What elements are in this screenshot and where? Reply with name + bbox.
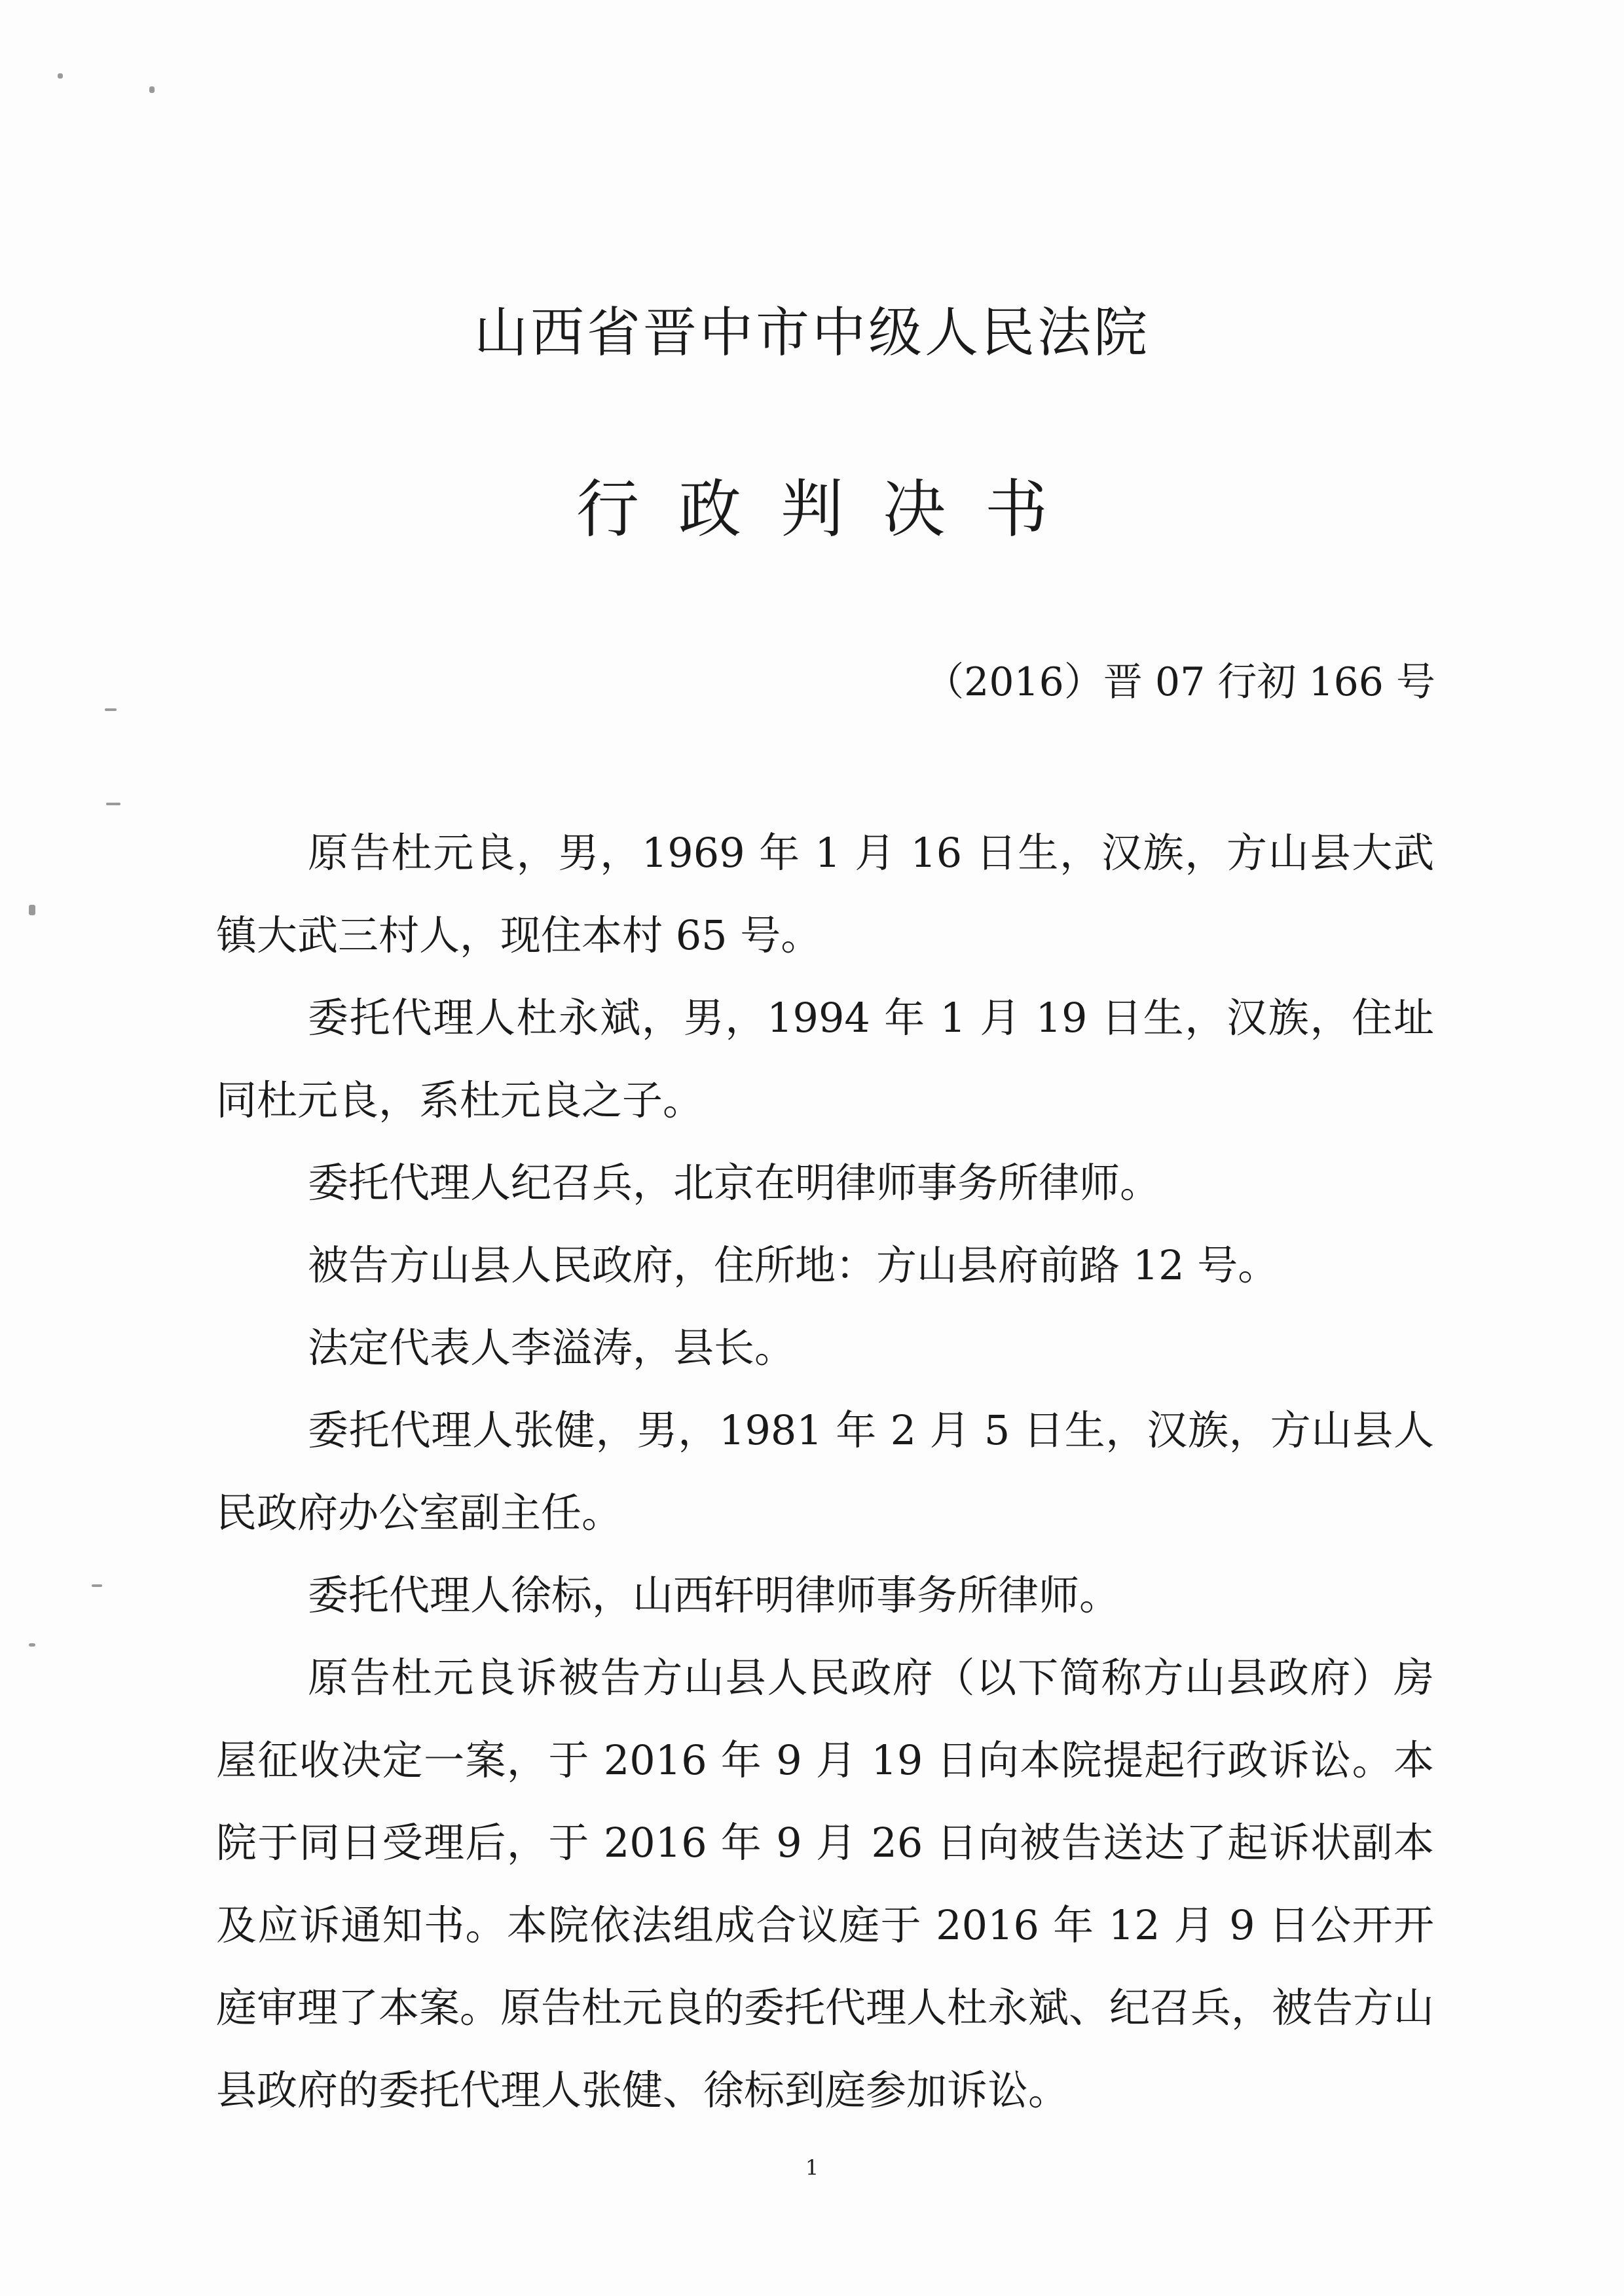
paragraph-defendant-agent-2: 委托代理人徐标，山西轩明律师事务所律师。 xyxy=(308,1571,1120,1619)
paragraph-legal-representative: 法定代表人李溢涛，县长。 xyxy=(308,1324,796,1372)
scan-speck xyxy=(105,708,117,711)
scan-speck xyxy=(29,905,35,915)
paragraph-defendant: 被告方山县人民政府，住所地：方山县府前路 12 号。 xyxy=(308,1241,1279,1289)
scan-speck xyxy=(92,1584,102,1587)
scan-speck xyxy=(29,1643,35,1647)
paragraph-plaintiff: 原告杜元良，男，1969 年 1 月 16 日生，汉族，方山县大武镇大武三村人，现住本村 65 号。 xyxy=(216,829,1434,959)
page-number: 1 xyxy=(805,2155,819,2180)
court-name: 山西省晋中市中级人民法院 xyxy=(473,302,1150,364)
paragraph-plaintiff-agent-1: 委托代理人杜永斌，男，1994 年 1 月 19 日生，汉族，住址同杜元良，系杜元良之子。 xyxy=(216,994,1434,1124)
document-body xyxy=(216,812,1434,2132)
paragraph-plaintiff-agent-2: 委托代理人纪召兵，北京在明律师事务所律师。 xyxy=(308,1159,1161,1207)
paragraph-case-procedure: 原告杜元良诉被告方山县人民政府（以下简称方山县政府）房屋征收决定一案，于 2016 年 9 月 19 日向本院提起行政诉讼。本院于同日受理后，于 2016 年 9 月 26 日向被告送达了起诉状副本及应诉通知书。本院依法组成合议庭于 2016 年 12 月 9 日公开开庭审理了本案。原告杜元良的委托代理人杜永斌、纪召兵，被告方山县政府的委托代理人张健、徐标到庭参加诉讼。 xyxy=(216,1654,1435,2114)
case-number: （2016）晋 07 行初 166 号 xyxy=(925,659,1435,705)
scan-speck xyxy=(106,803,120,805)
paragraph-defendant-agent-1: 委托代理人张健，男，1981 年 2 月 5 日生，汉族，方山县人民政府办公室副主任。 xyxy=(216,1406,1434,1537)
scan-speck xyxy=(149,86,155,93)
document-title: 行政判决书 xyxy=(576,473,1087,546)
scan-speck xyxy=(58,73,63,79)
